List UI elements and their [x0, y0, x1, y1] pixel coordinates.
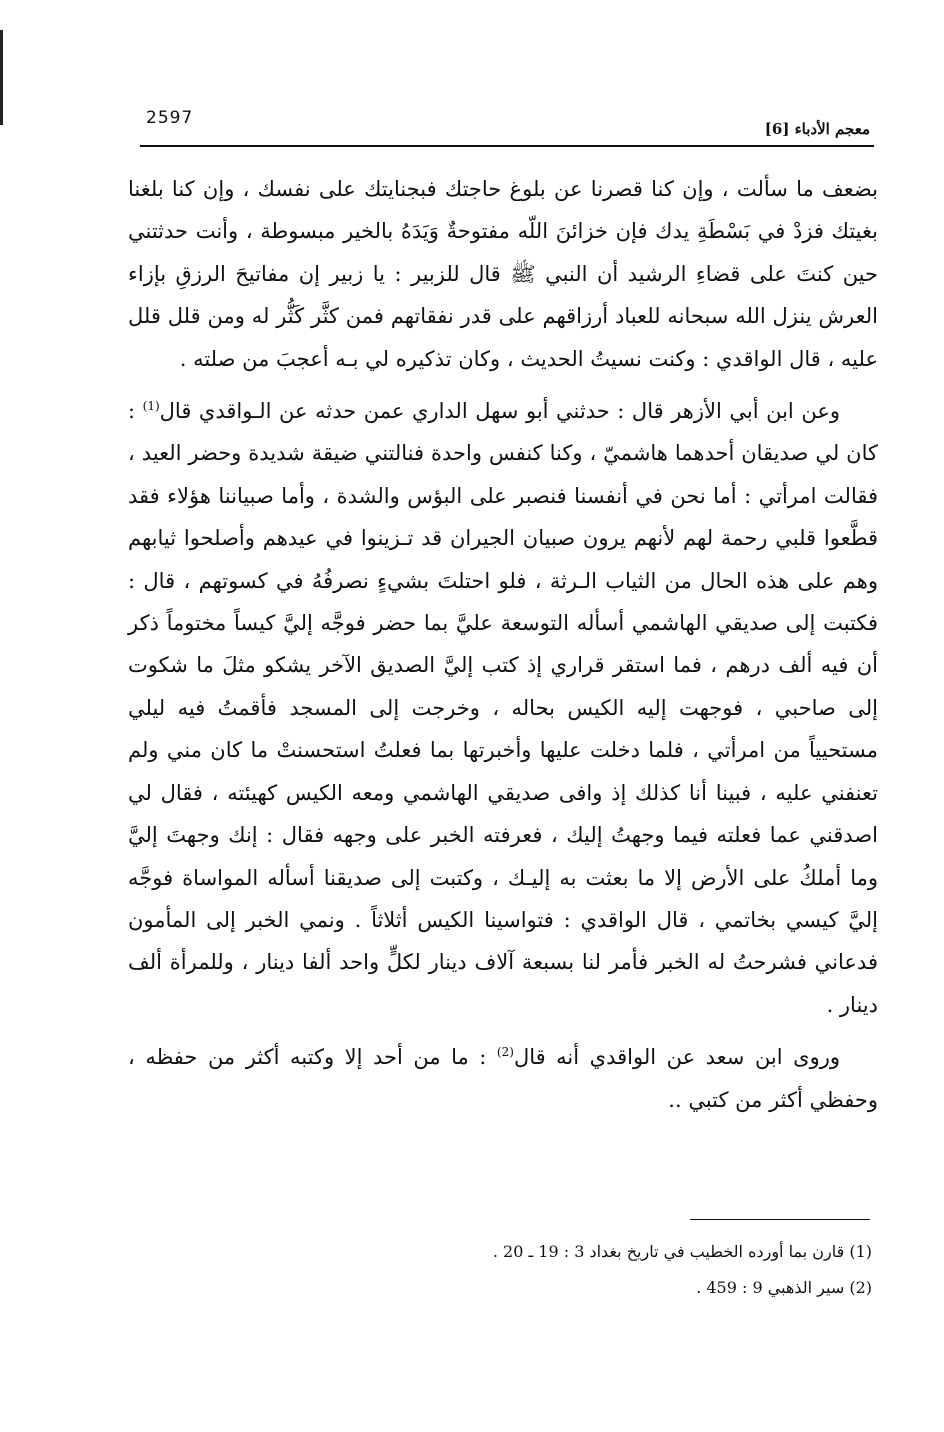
- main-text: [128, 168, 878, 1121]
- paragraph-2-text-a: وعن ابن أبي الأزهر قال : حدثني أبو سهل الداري عمن حدثه عن الـواقدي قال: [159, 399, 840, 424]
- paragraph-3-text-a: وروى ابن سعد عن الواقدي أنه قال: [513, 1045, 841, 1070]
- paragraph-3-text-b: : ما من أحد إلا وكتبه أكثر من حفظه ، وحفظي أكثر من كتبي ..: [128, 1045, 878, 1112]
- footnote-1: (1) قارن بما أورده الخطيب في تاريخ بغداد 3 : 19 ـ 20 .: [492, 1242, 872, 1261]
- page-header: [140, 108, 874, 146]
- footnotes: [400, 1234, 872, 1306]
- scan-edge-mark: [0, 30, 3, 125]
- paragraph-1: بضعف ما سألت ، وإن كنا قصرنا عن بلوغ حاجتك فبجنايتك على نفسك ، وإن كنا بلغنا بغيتك فزدْ في بَسْطَةِ يدك فإن خزائنَ اللّه مفتوحةٌ وَيَدَهُ بالخير مبسوطة ، وأنت حدثتني حين كنتَ على قضاءِ الرشيد أن النبي ﷺ قال للزبير : يا زبير إن مفاتيحَ الرزقِ بإزاء العرش ينزل الله سبحانه للعباد أرزاقهم على قدر نفقاتهم فمن كثَّر كَثُّر له ومن قلل قلل عليه ، قال الواقدي : وكنت نسيتُ الحديث ، وكان تذكيره لي بـه أعجبَ من صلته .: [128, 177, 878, 371]
- paragraph-2: [128, 390, 878, 1026]
- footnote-2: (2) سير الذهبي 9 : 459 .: [696, 1278, 872, 1297]
- running-title: معجم الأدباء [6]: [764, 120, 870, 138]
- footnote-ref-2[interactable]: (2): [496, 1045, 514, 1060]
- page-number: 2597: [146, 108, 194, 128]
- footnote-ref-1[interactable]: (1): [142, 399, 160, 414]
- header-rule: [140, 145, 874, 147]
- footnote-rule: [690, 1219, 870, 1220]
- paragraph-3: [128, 1036, 878, 1121]
- paragraph-2-text-b: : كان لي صديقان أحدهما هاشميّ ، وكنا كنفس واحدة فنالتني ضيقة شديدة وحضر العيد ، فقالت امرأتي : أما نحن في أنفسنا فنصبر على البؤس والشدة ، وأما صبياننا هؤلاء فقد قطَّعوا قلبي رحمة لهم لأنهم يرون صبيان الجيران قد تـزينوا في عيدهم وأصلحوا ثيابهم وهم على هذه الحال من الثياب الـرثة ، فلو احتلتَ بشيءٍ نصرفُهُ في كسوتهم ، قال : فكتبت إلى صديقي الهاشمي أسأله التوسعة عليَّ بما حضر فوجَّه إليَّ كيساً مختوماً ذكر أن فيه ألف درهم ، فما استقر قراري إذ كتب إليَّ الصديق الآخر يشكو مثلَ ما شكوت إلى صاحبي ، فوجهت إليه الكيس بحاله ، وخرجت إلى المسجد فأقمتُ فيه ليلي مستحيياً من امرأتي ، فلما دخلت عليها وأخبرتها بما فعلتُ استحسنتْ ما كان مني ولم تعنفني عليه ، فبينا أنا كذلك إذ وافى صديقي الهاشمي ومعه الكيس كهيئته ، فقال لي اصدقني عما فعلته فيما وجهتُ إليك ، فعرفته الخبر على وجهه فقال : إنك وجهتَ إليَّ وما أملكُ على الأرض إلا ما بعثت به إليـك ، وكتبت إلى صديقنا أسأله المواساة فوجَّه إليَّ كيسي بخاتمي ، قال الواقدي : فتواسينا الكيس أثلاثاً . ونمي الخبر إلى المأمون فدعاني فشرحتُ له الخبر فأمر لنا بسبعة آلاف دينار لكلٍّ واحد ألفا دينار ، وللمرأة ألف دينار .: [128, 399, 878, 1017]
